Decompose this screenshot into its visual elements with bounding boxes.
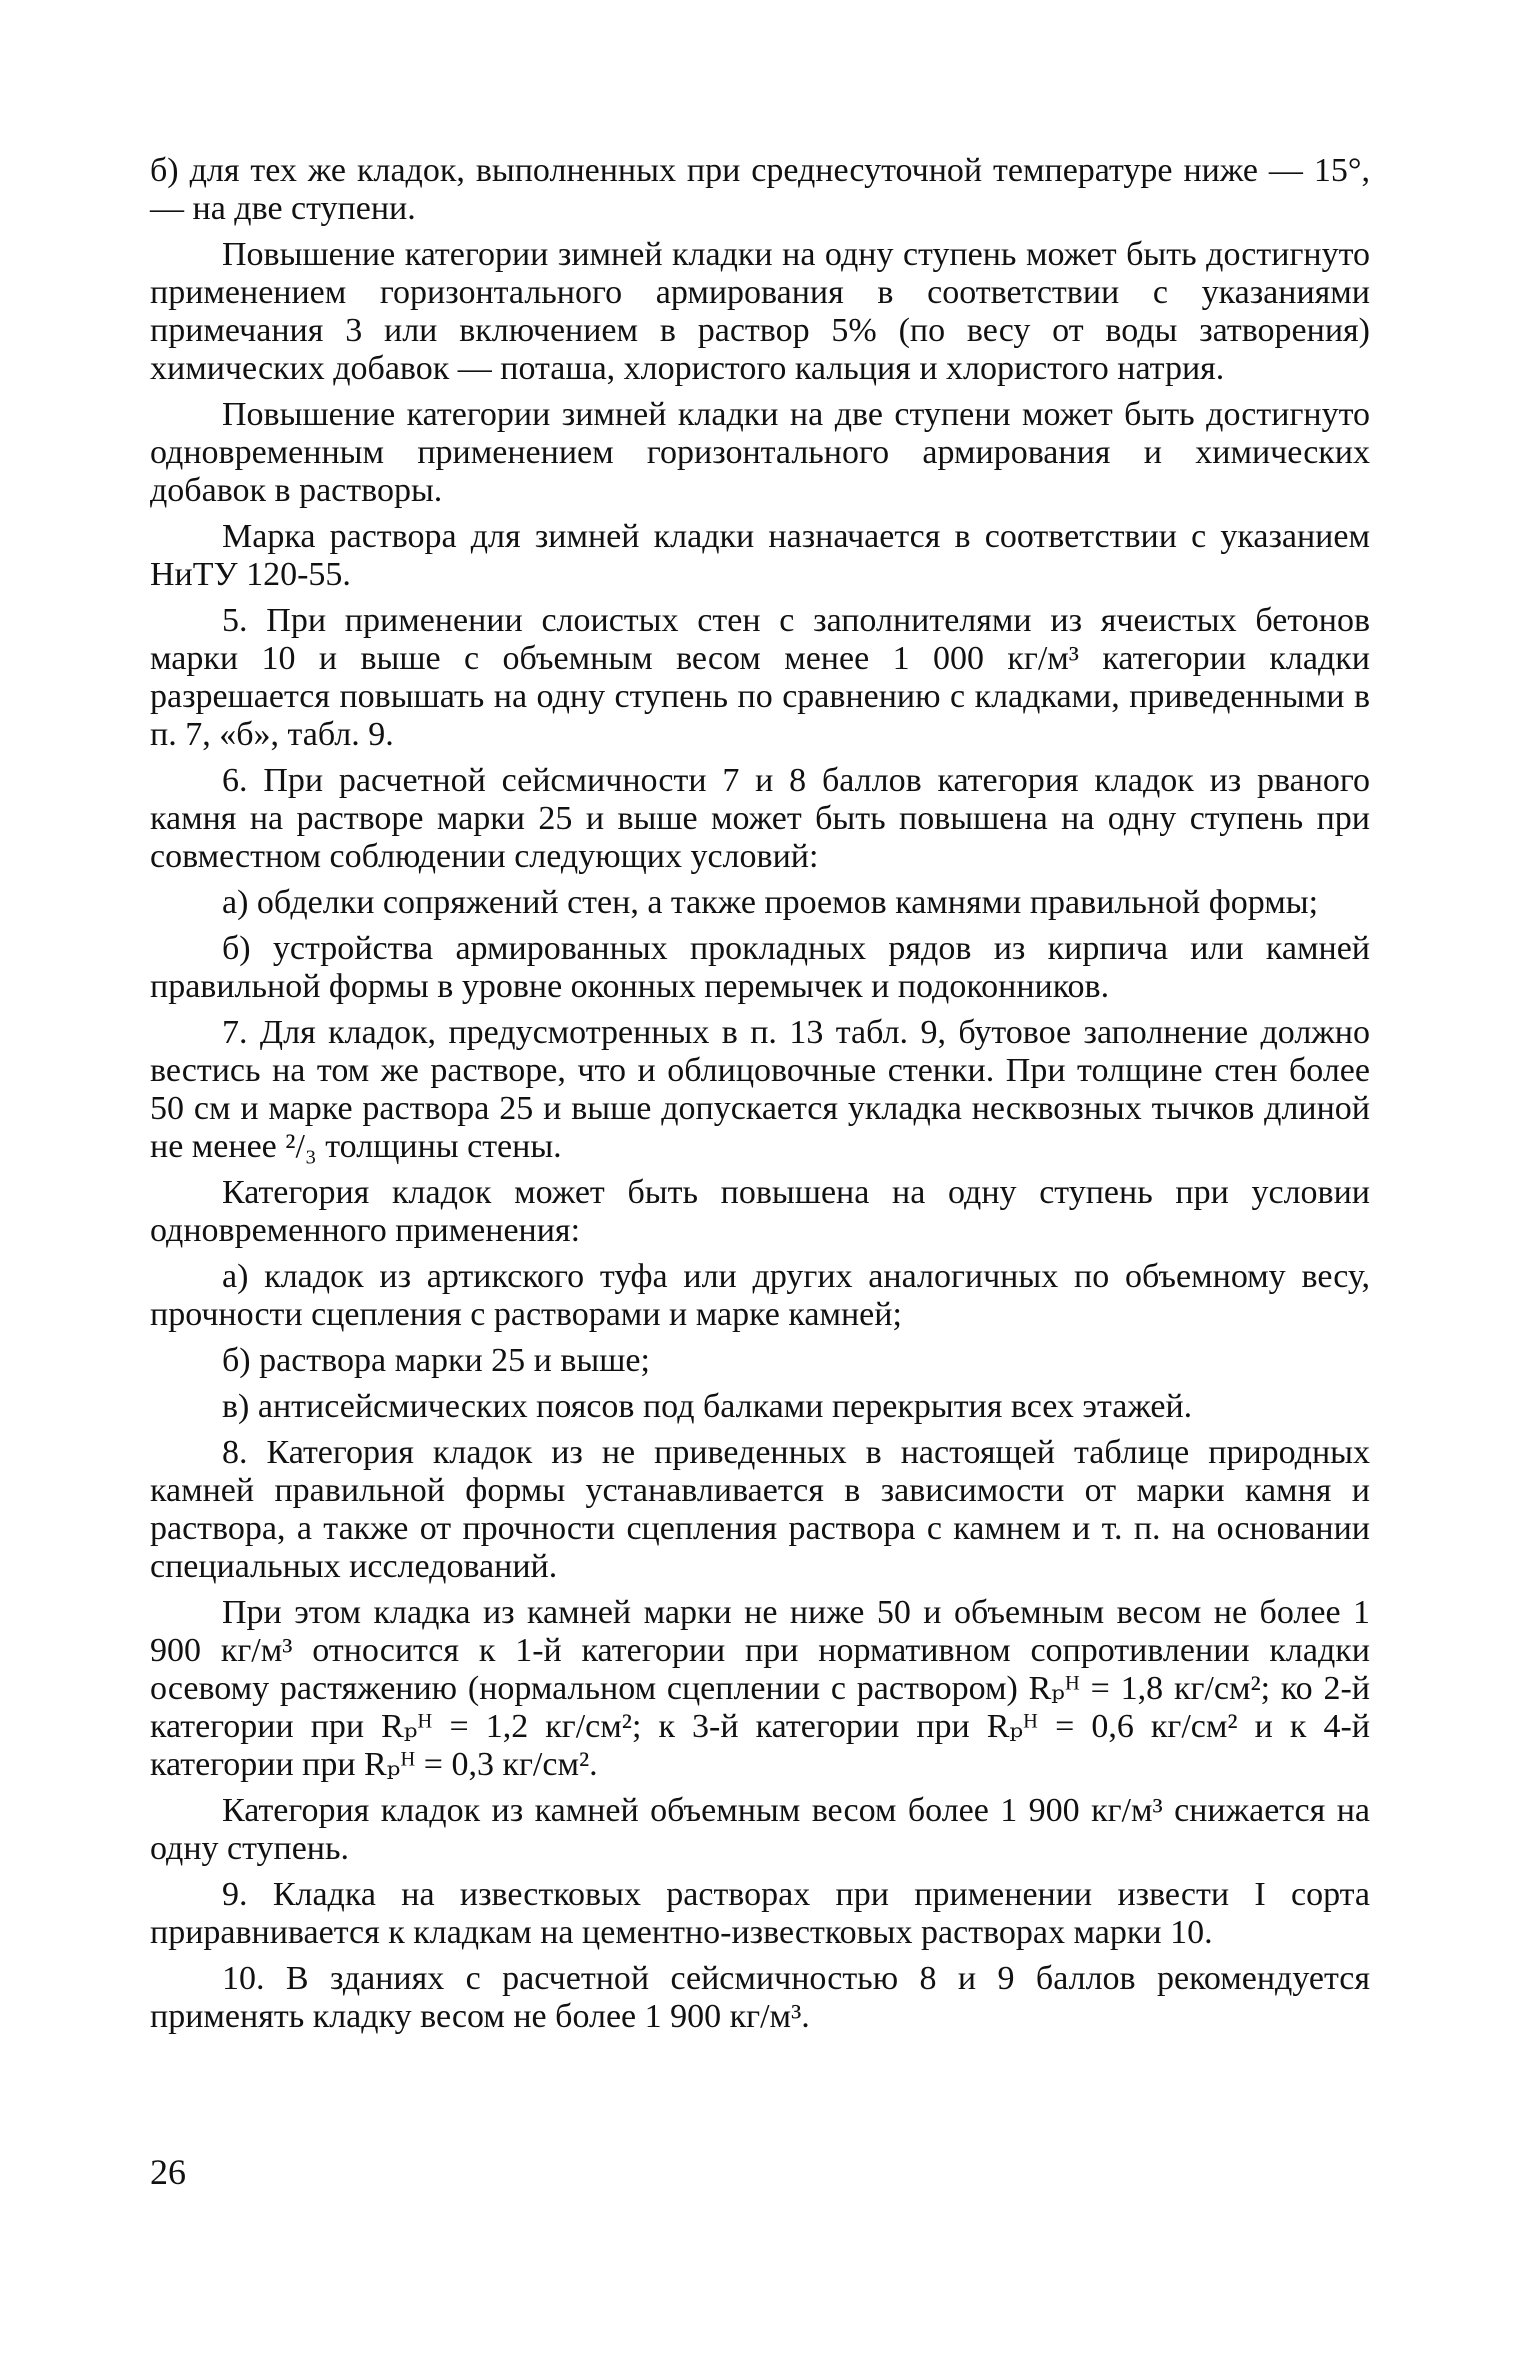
paragraph-note-5: 5. При применении слоистых стен с заполнителями из ячеистых бетонов марки 10 и выше с объемным весом менее 1 000 кг/м³ категории кладки разрешается повышать на одну ступень по сравнению с кладками, приведенными в п. 7, «б», табл. 9. [150,602,1370,753]
paragraph-condition-b: б) раствора марки 25 и выше; [222,1342,650,1379]
paragraph-category-raise: Категория кладок может быть повышена на одну ступень при условии одновременного применения: [150,1174,1370,1249]
paragraph-strength-categories: При этом кладка из камней марки не ниже 50 и объемным весом не более 1 900 кг/м³ относится к 1-й категории при нормативном сопротивлении кладки осевому растяжению (нормальном сцеплении с раствором) Rₚᴴ = 1,8 кг/см²; ко 2-й категории при Rₚᴴ = 1,2 кг/см²; к 3-й категории при Rₚᴴ = 0,6 кг/см² и к 4-й категории при Rₚᴴ = 0,3 кг/см². [150,1594,1370,1783]
paragraph-note-6-b: б) устройства армированных прокладных рядов из кирпича или камней правильной формы в уровне оконных перемычек и подоконников. [150,930,1370,1005]
page-number: 26 [150,2152,186,2192]
paragraph-b-winter-lower-temp: б) для тех же кладок, выполненных при среднесуточной температуре ниже — 15°, — на две ступени. [150,152,1370,227]
paragraph-heavy-stone: Категория кладок из камней объемным весом более 1 900 кг/м³ снижается на одну ступень. [150,1792,1370,1867]
paragraph-note-9: 9. Кладка на известковых растворах при применении извести I сорта приравнивается к кладкам на цементно-известковых растворах марки 10. [150,1876,1370,1951]
paragraph-two-step-raise: Повышение категории зимней кладки на две ступени может быть достигнуто одновременным применением горизонтального армирования и химических добавок в растворы. [150,396,1370,509]
body-text [150,152,1370,2044]
paragraph-condition-a: а) кладок из артикского туфа или других аналогичных по объемному весу, прочности сцепления с растворами и марке камней; [150,1258,1370,1333]
paragraph-condition-c: в) антисейсмических поясов под балками перекрытия всех этажей. [222,1388,1193,1425]
paragraph-note-6: 6. При расчетной сейсмичности 7 и 8 баллов категория кладок из рваного камня на растворе марки 25 и выше может быть повышена на одну ступень при совместном соблюдении следующих условий: [150,762,1370,875]
paragraph-note-6-a: а) обделки сопряжений стен, а также проемов камнями правильной формы; [222,884,1319,921]
paragraph-note-10: 10. В зданиях с расчетной сейсмичностью 8 и 9 баллов рекомендуется применять кладку весом не более 1 900 кг/м³. [150,1960,1370,2035]
paragraph-one-step-raise: Повышение категории зимней кладки на одну ступень может быть достигнуто применением горизонтального армирования в соответствии с указаниями примечания 3 или включением в раствор 5% (по весу от воды затворения) химических добавок — поташа, хлористого кальция и хлористого натрия. [150,236,1370,387]
paragraph-mortar-grade: Марка раствора для зимней кладки назначается в соответствии с указанием НиТУ 120-55. [150,518,1370,593]
paragraph-note-7: 7. Для кладок, предусмотренных в п. 13 табл. 9, бутовое заполнение должно вестись на том же растворе, что и облицовочные стенки. При толщине стен более 50 см и марке раствора 25 и выше допускается укладка несквозных тычков длиной не менее ²/₃ толщины стены. [150,1014,1370,1165]
paragraph-note-8: 8. Категория кладок из не приведенных в настоящей таблице природных камней правильной формы устанавливается в зависимости от марки камня и раствора, а также от прочности сцепления раствора с камнем и т. п. на основании специальных исследований. [150,1434,1370,1585]
